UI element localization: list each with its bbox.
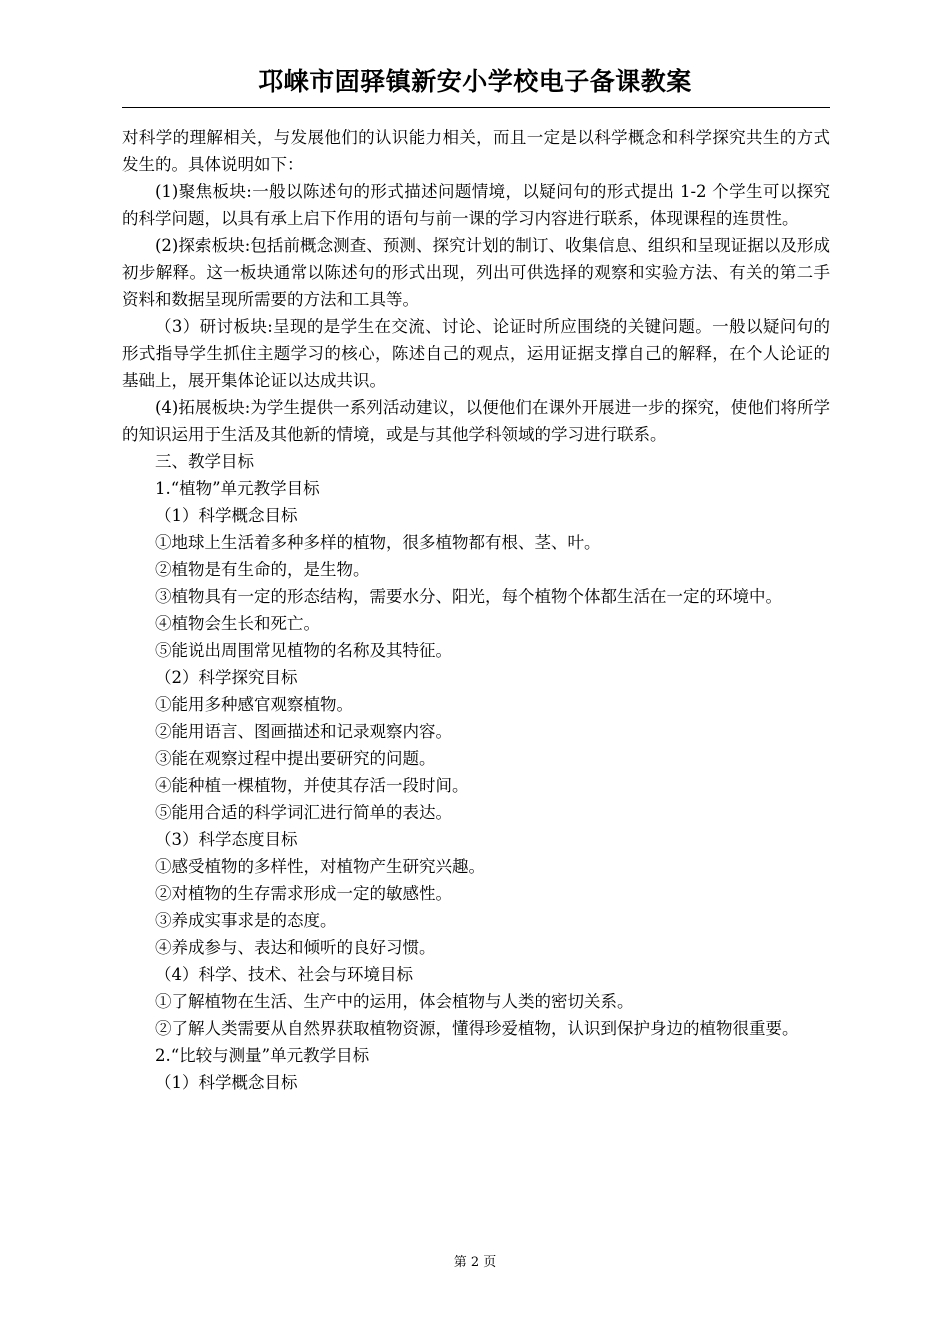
- list-item: ①能用多种感官观察植物。: [155, 695, 353, 714]
- paragraph-explore-section: (2)探索板块:包括前概念测查、预测、探究计划的制订、收集信息、组织和呈现证据以及形成初步解释。这一板块通常以陈述句的形式出现，列出可供选择的观察和实验方法、有关的第二手资料和数据呈现所需要的方法和工具等。: [122, 236, 830, 309]
- header-divider: [122, 107, 830, 108]
- paragraph-continuation: 对科学的理解相关，与发展他们的认识能力相关，而且一定是以科学概念和科学探究共生的方式发生的。具体说明如下：: [122, 128, 830, 174]
- subheading-inquiry-goals: （2）科学探究目标: [155, 668, 298, 687]
- paragraph-focus-section: (1)聚焦板块:一般以陈述句的形式描述问题情境，以疑问句的形式提出 1-2 个学生可以探究的科学问题，以具有承上启下作用的语句与前一课的学习内容进行联系，体现课程的连贯性。: [122, 182, 830, 228]
- list-item: ①感受植物的多样性，对植物产生研究兴趣。: [155, 857, 485, 876]
- list-item: ②对植物的生存需求形成一定的敏感性。: [155, 884, 452, 903]
- list-item: ③植物具有一定的形态结构，需要水分、阳光，每个植物个体都生活在一定的环境中。: [155, 587, 782, 606]
- unit-heading-compare-measure: 2.“比较与测量”单元教学目标: [155, 1046, 370, 1065]
- paragraph-extend-section: (4)拓展板块:为学生提供一系列活动建议，以便他们在课外开展进一步的探究，使他们将所学的知识运用于生活及其他新的情境，或是与其他学科领域的学习进行联系。: [122, 398, 830, 444]
- list-item: ③能在观察过程中提出要研究的问题。: [155, 749, 436, 768]
- paragraph-discuss-section: （3）研讨板块:呈现的是学生在交流、讨论、论证时所应围绕的关键问题。一般以疑问句的形式指导学生抓住主题学习的核心，陈述自己的观点，运用证据支撑自己的解释，在个人论证的基础上，展开集体论证以达成共识。: [122, 317, 830, 390]
- list-item: ④养成参与、表达和倾听的良好习惯。: [155, 938, 436, 957]
- list-item: ④能种植一棵植物，并使其存活一段时间。: [155, 776, 469, 795]
- page-title: 邛崃市固驿镇新安小学校电子备课教案: [258, 67, 692, 96]
- subheading-attitude-goals: （3）科学态度目标: [155, 830, 298, 849]
- section-heading-teaching-goals: 三、教学目标: [155, 452, 254, 471]
- list-item: ⑤能用合适的科学词汇进行简单的表达。: [155, 803, 452, 822]
- list-item: ②植物是有生命的，是生物。: [155, 560, 370, 579]
- unit-heading-plants: 1.“植物”单元教学目标: [155, 479, 320, 498]
- list-item: ③养成实事求是的态度。: [155, 911, 337, 930]
- document-body: [122, 124, 830, 1096]
- list-item: ①了解植物在生活、生产中的运用，体会植物与人类的密切关系。: [155, 992, 634, 1011]
- list-item: ②能用语言、图画描述和记录观察内容。: [155, 722, 452, 741]
- list-item: ⑤能说出周围常见植物的名称及其特征。: [155, 641, 452, 660]
- list-item: ④植物会生长和死亡。: [155, 614, 320, 633]
- subheading-concept-goals: （1）科学概念目标: [155, 1073, 298, 1092]
- list-item: ①地球上生活着多种多样的植物，很多植物都有根、茎、叶。: [155, 533, 601, 552]
- subheading-concept-goals: （1）科学概念目标: [155, 506, 298, 525]
- page-number: 第 2 页: [453, 1255, 497, 1270]
- list-item: ②了解人类需要从自然界获取植物资源，懂得珍爱植物，认识到保护身边的植物很重要。: [155, 1019, 799, 1038]
- subheading-stse-goals: （4）科学、技术、社会与环境目标: [155, 965, 413, 984]
